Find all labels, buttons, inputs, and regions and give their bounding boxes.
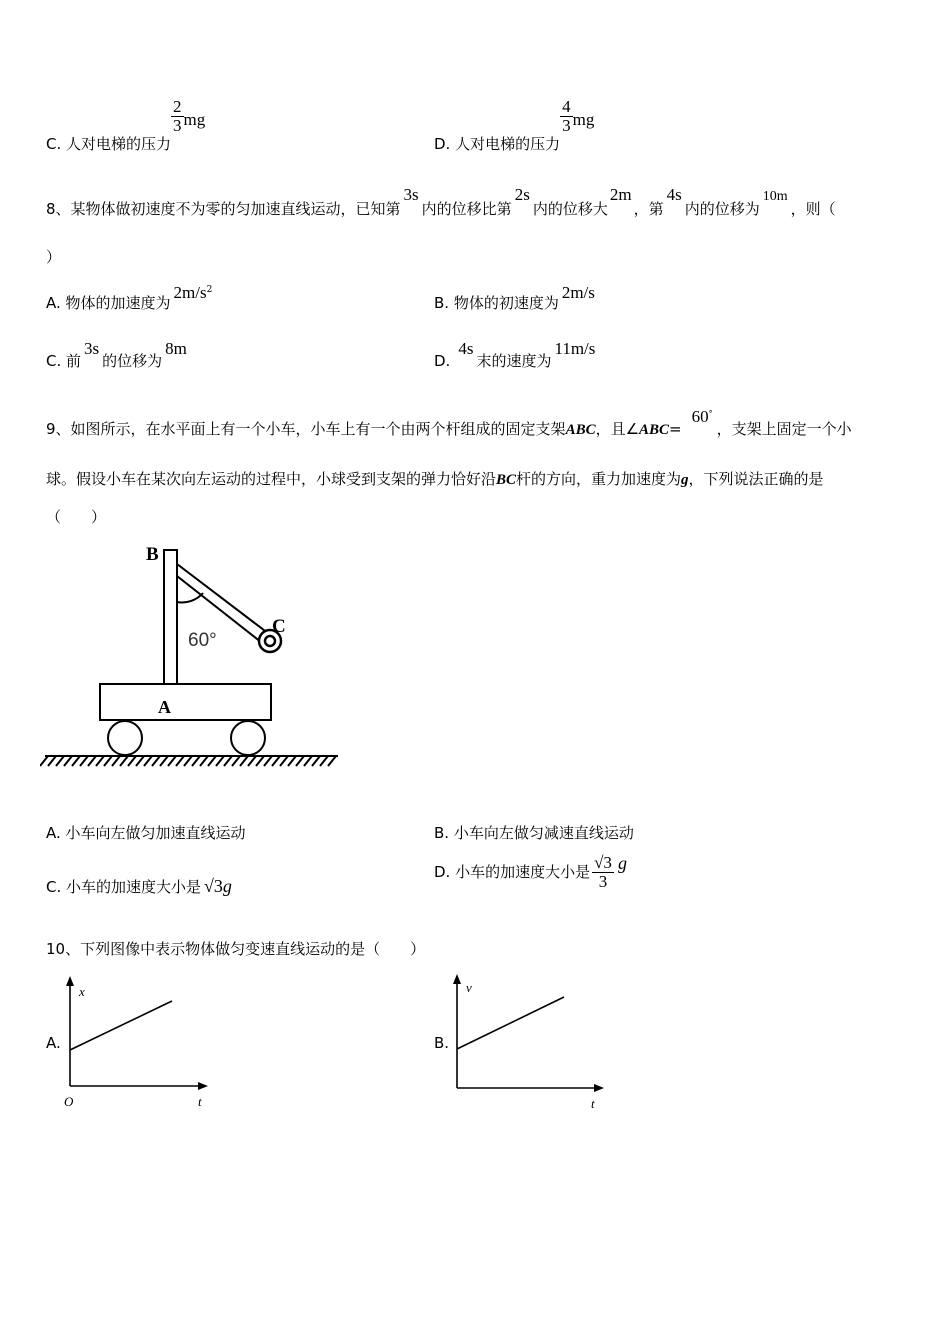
hatch-line bbox=[136, 756, 144, 766]
q8-option-b[interactable] bbox=[434, 282, 595, 312]
x-axis-arrow bbox=[198, 1082, 208, 1090]
q10-stem: 10、下列图像中表示物体做匀变速直线运动的是（ ） bbox=[46, 940, 426, 958]
hatch-line bbox=[184, 756, 192, 766]
q8-option-c-label: C. 前 bbox=[46, 352, 82, 370]
fraction-numerator: 4 bbox=[562, 97, 571, 116]
q8-stem-text: 8、某物体做初速度不为零的匀加速直线运动，已知第 bbox=[46, 200, 401, 218]
hatch-line bbox=[112, 756, 120, 766]
label-c: C bbox=[272, 616, 286, 637]
origin-label: O bbox=[64, 1094, 74, 1109]
hatch-line bbox=[320, 756, 328, 766]
wheel-left bbox=[108, 721, 142, 755]
y-axis-arrow bbox=[453, 974, 461, 984]
vertical-pole bbox=[164, 550, 177, 685]
q8-option-d-value: 11m/s bbox=[554, 339, 596, 358]
fraction-denominator: 3 bbox=[562, 116, 571, 135]
hatch-line bbox=[168, 756, 176, 766]
q10-option-b-label[interactable]: B. bbox=[434, 1034, 450, 1052]
q7-option-d-label: D. 人对电梯的压力 bbox=[434, 134, 561, 153]
q9-option-d-g: g bbox=[617, 852, 627, 873]
cart-body bbox=[100, 684, 271, 720]
ball-inner bbox=[265, 636, 275, 646]
q8-stem bbox=[46, 184, 836, 218]
q8-option-c-value: 8m bbox=[165, 339, 187, 358]
hatch-line bbox=[160, 756, 168, 766]
q8-option-c[interactable] bbox=[46, 338, 187, 370]
q9-stem-text: = bbox=[669, 420, 682, 438]
q7-option-d-fraction bbox=[560, 98, 573, 135]
q8-time-1: 3s bbox=[403, 185, 419, 204]
fraction-numerator: √3 bbox=[594, 853, 612, 872]
x-axis-label: t bbox=[198, 1094, 202, 1109]
q8-option-c-time: 3s bbox=[84, 339, 100, 358]
label-b: B bbox=[146, 544, 159, 565]
fraction-denominator: 3 bbox=[598, 872, 608, 891]
q9-answer-paren: （ ） bbox=[46, 508, 107, 526]
q9-stem-text: 球。假设小车在某次向左运动的过程中，小球受到支架的弹力恰好沿 bbox=[46, 470, 497, 488]
hatch-line bbox=[40, 756, 48, 766]
q8-stem-text: 内的位移比第 bbox=[421, 200, 512, 218]
q9-option-a[interactable]: A. 小车向左做匀加速直线运动 bbox=[46, 824, 246, 842]
q8-option-a-value: 2m/s bbox=[173, 283, 207, 302]
q9-option-c[interactable] bbox=[46, 876, 232, 897]
q9-stem-text: ，下列说法正确的是 bbox=[688, 470, 824, 488]
hatch-line bbox=[264, 756, 272, 766]
q9-degree-sign: ° bbox=[708, 409, 713, 418]
hatch-line bbox=[248, 756, 256, 766]
q8-stem-text: ，第 bbox=[633, 200, 664, 218]
hatch-line bbox=[272, 756, 280, 766]
hatch-line bbox=[256, 756, 264, 766]
hatch-line bbox=[48, 756, 56, 766]
q9-option-c-g: g bbox=[222, 876, 232, 896]
q8-stem-text: 内的位移大 bbox=[532, 200, 608, 218]
y-axis-label: x bbox=[79, 984, 85, 999]
q8-time-2: 2s bbox=[514, 185, 530, 204]
q7-option-c-fraction bbox=[171, 98, 184, 135]
fraction-numerator: 2 bbox=[173, 97, 182, 116]
q9-stem-line1 bbox=[46, 406, 852, 438]
q9-bc: BC bbox=[496, 472, 517, 488]
hatch-line bbox=[176, 756, 184, 766]
q9-abc-angle: ABC bbox=[639, 422, 670, 438]
q8-displacement-2: 10m bbox=[762, 189, 788, 204]
q8-stem-text: 内的位移为 bbox=[684, 200, 760, 218]
q9-option-b[interactable]: B. 小车向左做匀减速直线运动 bbox=[434, 824, 634, 842]
q8-option-a[interactable] bbox=[46, 282, 213, 312]
q8-option-d-label: D. bbox=[434, 352, 451, 370]
q8-time-3: 4s bbox=[666, 185, 682, 204]
ground-hatching bbox=[40, 756, 336, 766]
q9-cart-figure bbox=[40, 540, 350, 780]
angle-label: 60° bbox=[188, 630, 217, 651]
hatch-line bbox=[328, 756, 336, 766]
q8-stem-close: ） bbox=[46, 248, 62, 266]
q7-option-d-unit: mg bbox=[572, 109, 595, 129]
q8-option-b-value: 2m/s bbox=[561, 283, 595, 302]
label-a: A bbox=[158, 697, 171, 717]
q7-option-c[interactable] bbox=[46, 97, 206, 153]
hatch-line bbox=[88, 756, 96, 766]
graph-line bbox=[457, 997, 564, 1049]
q9-abc: ABC bbox=[565, 422, 596, 438]
hatch-line bbox=[208, 756, 216, 766]
hatch-line bbox=[288, 756, 296, 766]
hatch-line bbox=[216, 756, 224, 766]
x-axis-label: t bbox=[591, 1096, 595, 1111]
q9-option-d-fraction bbox=[592, 854, 614, 891]
hatch-line bbox=[80, 756, 88, 766]
q8-option-b-label: B. 物体的初速度为 bbox=[434, 294, 559, 312]
hatch-line bbox=[200, 756, 208, 766]
q10-graph-b[interactable] bbox=[446, 970, 616, 1115]
hatch-line bbox=[104, 756, 112, 766]
q8-option-a-exponent: 2 bbox=[206, 285, 213, 295]
q9-stem-text: ，支架上固定一个小 bbox=[716, 420, 852, 438]
q9-stem-text: 杆的方向，重力加速度为 bbox=[516, 470, 682, 488]
q9-stem-text: ，且∠ bbox=[595, 420, 640, 438]
hatch-line bbox=[56, 756, 64, 766]
graph-line bbox=[70, 1001, 172, 1050]
hatch-line bbox=[232, 756, 240, 766]
q8-option-a-label: A. 物体的加速度为 bbox=[46, 294, 171, 312]
q7-option-c-label: C. 人对电梯的压力 bbox=[46, 134, 172, 153]
x-axis-arrow bbox=[594, 1084, 604, 1092]
q8-stem-text: ，则（ bbox=[790, 200, 836, 218]
q10-graph-a[interactable] bbox=[58, 972, 218, 1112]
fraction-denominator: 3 bbox=[173, 116, 182, 135]
q8-option-c-text: 的位移为 bbox=[102, 352, 163, 370]
hatch-line bbox=[224, 756, 232, 766]
hatch-line bbox=[304, 756, 312, 766]
q9-option-c-label: C. 小车的加速度大小是 bbox=[46, 878, 202, 896]
hatch-line bbox=[296, 756, 304, 766]
q9-option-d[interactable] bbox=[434, 854, 627, 891]
hatch-line bbox=[120, 756, 128, 766]
hatch-line bbox=[192, 756, 200, 766]
q9-g: g bbox=[681, 472, 689, 488]
q10-option-a-label[interactable]: A. bbox=[46, 1034, 61, 1052]
hatch-line bbox=[312, 756, 320, 766]
q8-displacement-1: 2m bbox=[609, 185, 632, 204]
q8-option-d-text: 末的速度为 bbox=[476, 352, 552, 370]
hatch-line bbox=[152, 756, 160, 766]
q9-option-d-label: D. 小车的加速度大小是 bbox=[434, 862, 591, 881]
q9-stem-line2 bbox=[46, 468, 824, 489]
q7-option-c-unit: mg bbox=[183, 109, 206, 129]
hatch-line bbox=[96, 756, 104, 766]
hatch-line bbox=[240, 756, 248, 766]
q9-option-c-sqrt: √3 bbox=[204, 876, 223, 896]
q7-option-d[interactable] bbox=[434, 97, 595, 153]
q9-angle-value: 60 bbox=[691, 407, 709, 426]
wheel-right bbox=[231, 721, 265, 755]
y-axis-label: v bbox=[466, 980, 472, 995]
q8-option-d-time: 4s bbox=[458, 339, 474, 358]
q8-option-d[interactable] bbox=[434, 338, 596, 370]
hatch-line bbox=[280, 756, 288, 766]
hatch-line bbox=[128, 756, 136, 766]
q9-stem-text: 9、如图所示，在水平面上有一个小车，小车上有一个由两个杆组成的固定支架 bbox=[46, 420, 566, 438]
hatch-line bbox=[64, 756, 72, 766]
hatch-line bbox=[72, 756, 80, 766]
hatch-line bbox=[144, 756, 152, 766]
y-axis-arrow bbox=[66, 976, 74, 986]
